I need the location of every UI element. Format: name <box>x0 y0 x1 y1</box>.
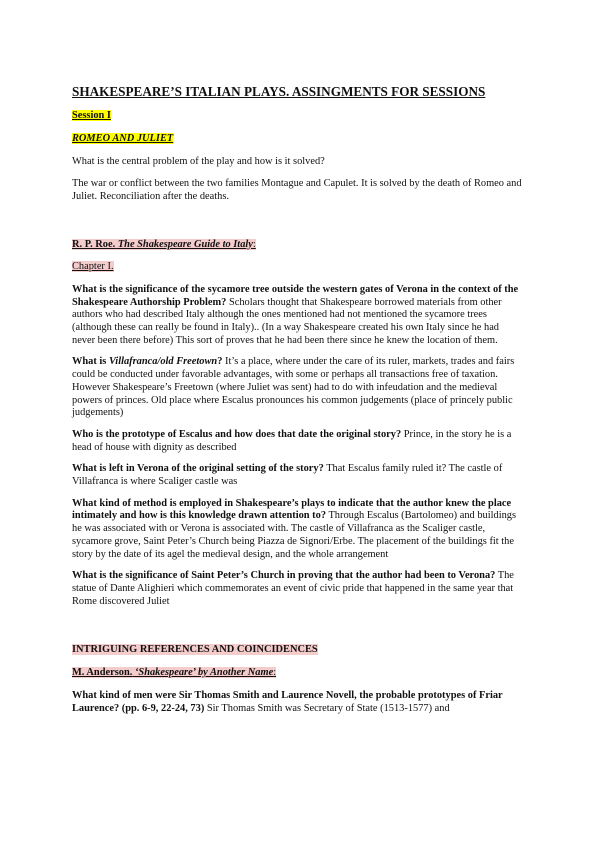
document-title: SHAKESPEARE’S ITALIAN PLAYS. ASSINGMENTS FOR SESSIONS <box>72 84 486 99</box>
answer-text: Sir Thomas Smith was Secretary of State (1513-1577) and <box>204 702 450 714</box>
session-label: Session I <box>72 110 111 121</box>
anderson-colon: : <box>273 667 277 679</box>
roe-book: The Shakespeare Guide to Italy <box>117 238 253 250</box>
answer-text: Scholars thought that Shakespeare borrowed materials from other authors who had described Italy although the ones mentioned had not mentioned the sycamore trees (although these can really be found in Italy).. (In a way Shakespeare created his own Italy since he had never been there before) This sort of proves that he had been there since he knew the location of them. <box>72 296 502 346</box>
anderson-author: M. Anderson. <box>72 667 133 679</box>
document-body <box>72 84 524 724</box>
spacer <box>72 631 524 644</box>
qa-item <box>72 463 524 488</box>
question-text: Who is the prototype of Escalus and how does that date the original story? <box>72 428 402 440</box>
answer-text: It’s a place, where under the care of its ruler, markets, trades and fairs could be conducted under favorable advantages, with some or perhaps all transactions free of taxation. However Shakespeare’s Freetown (where Juliet was sent) had to do with infeudation and the medieval powers of princes. Old place where Escalus pronounces his common judgements (place of princely public judgements) <box>72 356 515 419</box>
anderson-citation <box>72 667 276 678</box>
spacer <box>72 226 524 239</box>
section-heading <box>72 644 524 657</box>
section-title: INTRIGUING REFERENCES AND COINCIDENCES <box>72 644 318 656</box>
question-text: What is left in Verona of the original setting of the story? <box>72 463 324 475</box>
question-text-post: ? <box>217 356 223 368</box>
chapter-label: Chapter I. <box>72 261 114 273</box>
answer-text: Prince, in the story he is a head of house with dignity as described <box>72 428 512 453</box>
anderson-book: ‘Shakespeare’ by Another Name <box>134 667 274 679</box>
question-central: What is the central problem of the play and how is it solved? <box>72 156 325 168</box>
spacer <box>72 617 524 631</box>
source-heading-roe <box>72 239 524 252</box>
qa-item <box>72 690 524 715</box>
qa-item <box>72 570 524 608</box>
question-text: What kind of method is employed in Shakespeare’s plays to indicate that the author knew the place intimately and how is this knowledge drawn attention to? <box>72 497 512 522</box>
answer-central: The war or conflict between the two families Montague and Capulet. It is solved by the death of Romeo and Juliet. Reconciliation after the deaths. <box>72 178 522 202</box>
answer-text: Through Escalus (Bartolomeo) and buildings he was associated with or Verona is associated with. The castle of Villafranca as the Scaliger castle, sycamore grove, Saint Peter’s Church being Piazza de Signori/Erbe. The placement of the buildings fit the story by the date of its agel the medieval design, and the whole arrangement <box>72 510 517 560</box>
question-text: What is the significance of Saint Peter’s Church in proving that the author had been to Verona? <box>72 570 496 582</box>
answer-text: The statue of Dante Alighieri which commemorates an event of civic pride that happened in the same year that Rome discovered Juliet <box>72 570 514 607</box>
answer-text: That Escalus family ruled it? The castle of Villafranca is where Scaliger castle was <box>72 463 503 488</box>
question-text: What is the significance of the sycamore tree outside the western gates of Verona in the context of the Shakespeare Authorship Problem? <box>72 283 519 308</box>
question-text-italic: Villafranca/old Freetown <box>108 356 218 368</box>
question-text: What kind of men were Sir Thomas Smith and Laurence Novell, the probable prototypes of Friar Laurence? (pp. 6-9, 22-24, 73) <box>72 689 503 714</box>
spacer <box>72 213 524 226</box>
roe-colon: : <box>252 238 256 250</box>
qa-item <box>72 284 524 348</box>
qa-item <box>72 498 524 562</box>
qa-item <box>72 356 524 420</box>
roe-citation <box>72 239 256 250</box>
qa-item <box>72 429 524 454</box>
roe-author: R. P. Roe. <box>72 238 116 250</box>
chapter-heading <box>72 261 524 274</box>
source-heading-anderson <box>72 667 524 680</box>
play-title: ROMEO AND JULIET <box>72 132 174 144</box>
play-heading <box>72 133 524 146</box>
session-heading <box>72 110 524 123</box>
question-text-pre: What is <box>72 356 109 368</box>
